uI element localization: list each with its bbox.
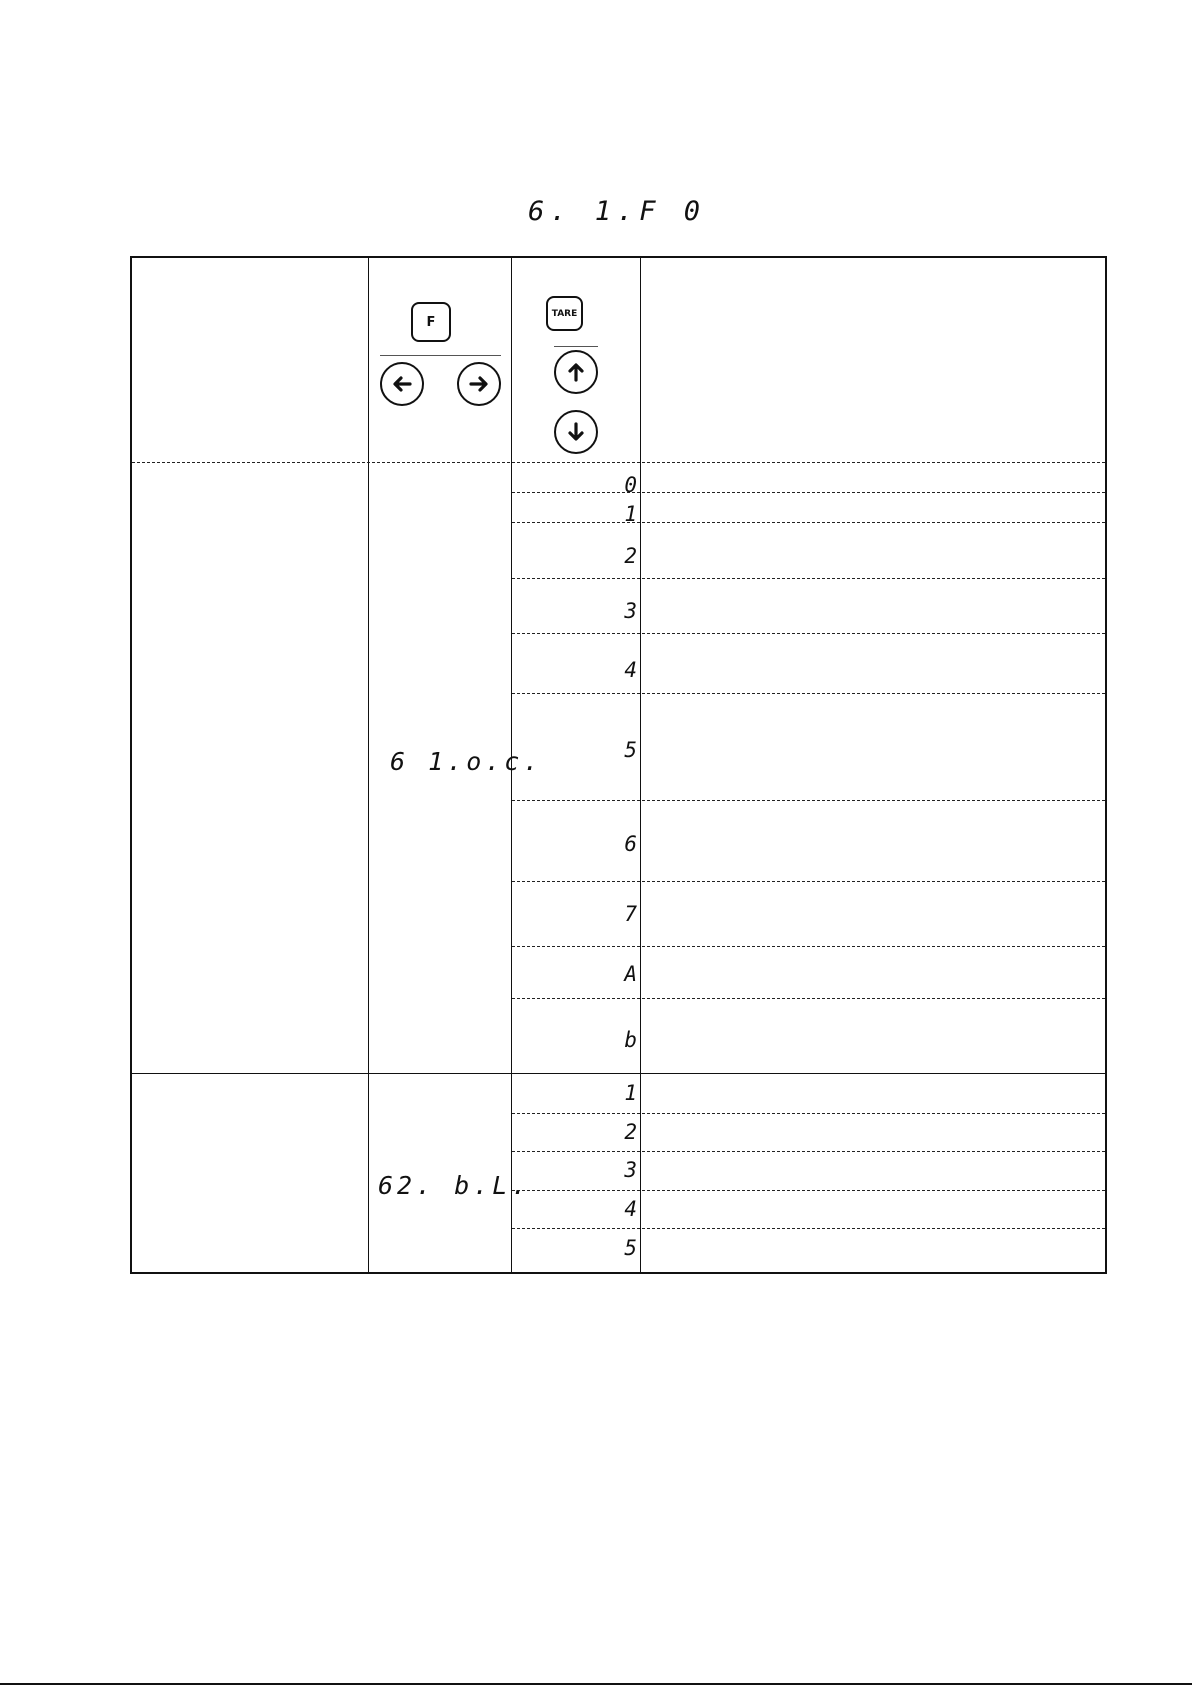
tare-key-label: TARE xyxy=(551,308,578,319)
header-row-divider xyxy=(132,462,1105,463)
option-value: b xyxy=(624,1028,640,1052)
option-value: 4 xyxy=(624,1197,640,1221)
option-value: 3 xyxy=(624,1158,640,1182)
option-value: 1 xyxy=(624,1081,640,1105)
arrow-down-icon xyxy=(554,410,598,454)
parameter-code-61: 6 1.o.c. xyxy=(390,747,543,776)
header-display-code: 6. 1.F 0 xyxy=(528,196,707,227)
arrow-right-icon xyxy=(457,362,501,406)
arrow-up-icon xyxy=(554,350,598,394)
section-divider xyxy=(132,1073,1105,1074)
parameter-code-62: 62. b.L. xyxy=(378,1171,531,1200)
option-value: 5 xyxy=(624,1236,640,1260)
tare-key-icon xyxy=(546,296,583,331)
option-value: 5 xyxy=(624,738,640,762)
option-value: 3 xyxy=(624,599,640,623)
column-divider xyxy=(368,258,369,1272)
option-value: 7 xyxy=(624,902,640,926)
option-value: 2 xyxy=(624,544,640,568)
arrow-left-icon xyxy=(380,362,424,406)
option-value: 4 xyxy=(624,658,640,682)
f-key-label: F xyxy=(426,314,436,330)
f-key-icon xyxy=(411,302,451,342)
option-value: A xyxy=(624,962,640,986)
column-divider xyxy=(640,258,641,1272)
settings-table xyxy=(130,256,1107,1274)
option-value: 1 xyxy=(624,502,640,526)
option-value: 2 xyxy=(624,1120,640,1144)
option-value: 6 xyxy=(624,832,640,856)
option-value: 0 xyxy=(624,473,640,497)
